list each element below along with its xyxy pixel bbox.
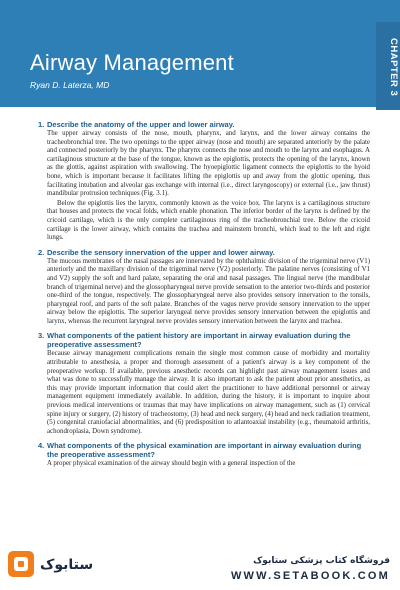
logo-icon bbox=[6, 545, 96, 585]
logo-wordmark: ستابوک bbox=[40, 557, 94, 573]
question-heading bbox=[38, 331, 370, 349]
chapter-title: Airway Management bbox=[30, 50, 234, 75]
answer-paragraph: A proper physical examination of the airway should begin with a general inspection of the bbox=[47, 460, 296, 468]
question-heading bbox=[38, 120, 370, 129]
answer-paragraph: Below the epiglottis lies the larynx, commonly known as the voice box. The larynx is a cartilaginous structure that houses and protects the vocal folds, which enable phonation. The inferior border of the larynx is defined by the cricoid cartilage, which is the only complete cartilaginous ring of the tracheobronchial tree. Below the cricoid cartilage is the lower airway, which contains the trachea and mainstem bronchi, which lead to the left and right lungs. bbox=[47, 199, 370, 242]
question-text: Describe the anatomy of the upper and lower airway. bbox=[47, 120, 235, 129]
section-2 bbox=[38, 248, 370, 327]
store-name: فروشگاه کتاب پزشکی ستابوک bbox=[253, 556, 390, 566]
question-text: What components of the physical examination are important in airway evaluation during the preoperative assessment? bbox=[47, 441, 362, 460]
question-heading bbox=[38, 441, 370, 459]
site-url-link[interactable]: WWW.SETABOOK.COM bbox=[230, 570, 390, 582]
question-number: 1. bbox=[38, 120, 45, 129]
setabook-logo[interactable] bbox=[6, 545, 96, 585]
section-3 bbox=[38, 331, 370, 436]
question-text: Describe the sensory innervation of the upper and lower airway. bbox=[47, 247, 275, 257]
answer-paragraph: The mucous membranes of the nasal passages are innervated by the ophthalmic division of the trigeminal nerve (V1) anteriorly and the maxillary division of the trigeminal nerve (V2) posteriorly. The palatine nerves (consisting of V1 and V2) supply the soft and hard palate, separating the oral and nasal passages. The lingual nerve (the mandibular branch of trigeminal nerve) and the glossopharyngeal nerve provide sensation to the anterior two-thirds and posterior one-third of the tongue, respectively. The glossopharyngeal nerve also provides sensory innervation to the tonsils, pharyngeal roof, and parts of the soft palate. Branches of the vagus nerve provide sensory innervation to the upper airway below the epiglottis. The superior laryngeal nerve provides sensory innervation between the epiglottis and larynx, whereas the recurrent laryngeal nerve provides sensory innervation between the larynx and trachea. bbox=[47, 257, 370, 325]
question-text: What components of the patient history are important in airway evaluation during the preoperative assessment? bbox=[47, 331, 351, 350]
chapter-label: CHAPTER 3 bbox=[388, 38, 399, 97]
question-heading bbox=[38, 248, 370, 257]
answer-paragraph: Because airway management complications remain the single most common cause of morbidity and mortality attributable to anesthesia, a proper and thorough assessment of a patient's airway is a key component of the preoperative workup. If available, previous anesthetic records can highlight past airway management issues and what was done to successfully manage the airway. It is also important to ask the patient about prior anesthetics, as this may provide important information that could alert the practitioner to have additional personnel or airway management equipment immediately available. In addition, during the history, it is important to inquire about previous medical interventions or traumas that may have implications on airway management, such as (1) cervical spine injury or surgery, (2) history of tracheostomy, (3) head and neck surgery, (4) head and neck radiation treatment, (5) congenital craniofacial abnormalities, and (6) predisposition to atlantoaxial instability (e.g., rheumatoid arthritis, achondroplasia, Down syndrome). bbox=[47, 350, 370, 435]
section-4 bbox=[38, 441, 370, 469]
section-1 bbox=[38, 120, 370, 243]
question-number: 4. bbox=[38, 441, 45, 451]
question-number: 2. bbox=[38, 247, 45, 257]
question-number: 3. bbox=[38, 331, 45, 341]
main-content bbox=[38, 120, 370, 474]
answer-paragraph: The upper airway consists of the nose, mouth, pharynx, and larynx, and the lower airway contains the tracheobronchial tree. The two openings to the upper airway (nose and mouth) are separated anteriorly by the palate and connected posteriorly by the pharynx. The pharynx connects the nose and mouth to the larynx and esophagus. A cartilaginous structure at the base of the tongue, known as the epiglottis, protects the opening of the larynx, known as the glottis, against aspiration with swallowing. The hyoepiglottic ligament connects the epiglottis to the hyoid bone, which is important because it facilitates lifting the epiglottis up and away from the glottic opening, thus facilitating intubation and alveolar gas exchange with internal (i.e., direct laryngoscopy) or external (i.e., jaw thrust) mandibular protrusion techniques (Fig. 3.1). bbox=[47, 130, 370, 198]
chapter-author: Ryan D. Laterza, MD bbox=[30, 80, 110, 90]
